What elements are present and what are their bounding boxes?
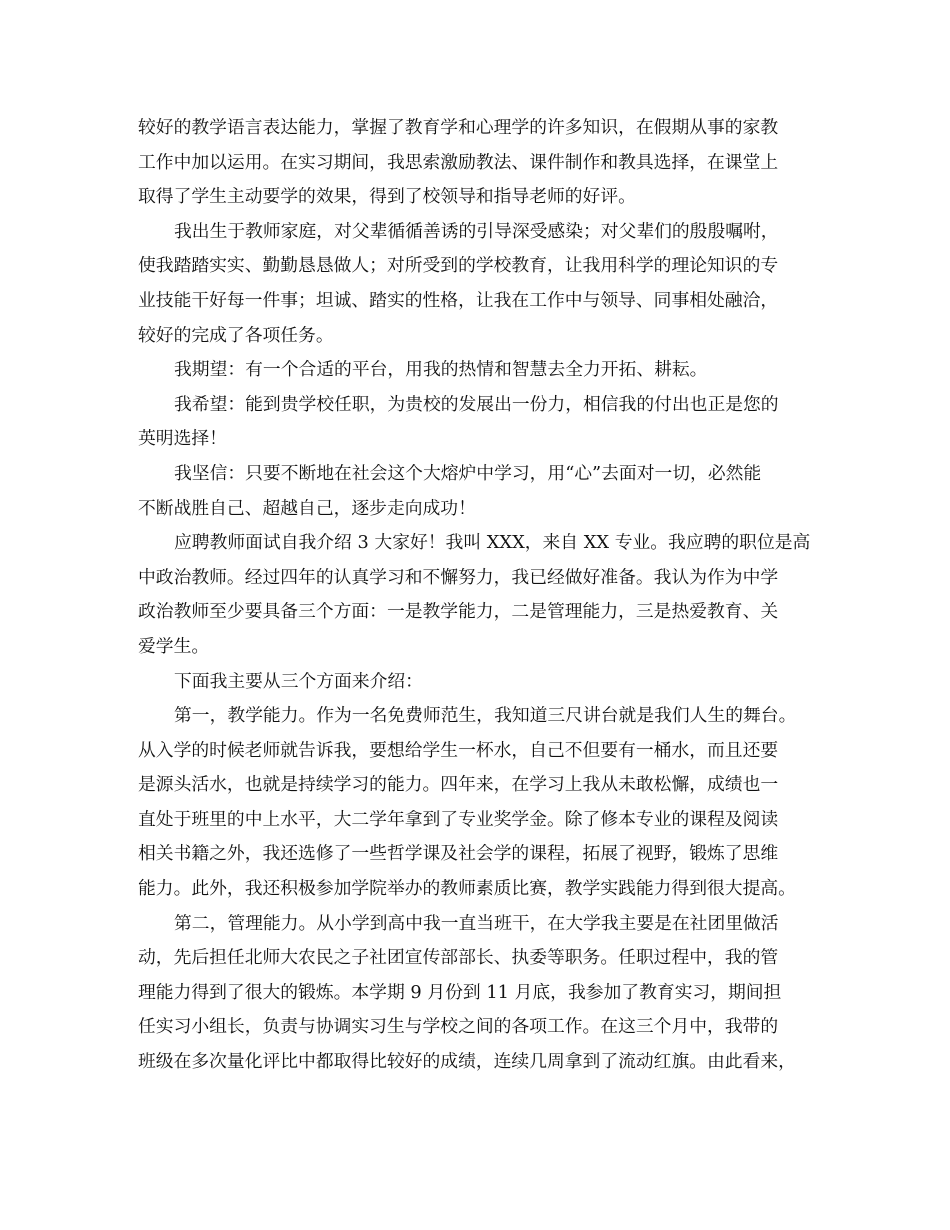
text-line: 下面我主要从三个方面来介绍： (174, 670, 423, 692)
text-line: 动，先后担任北师大农民之子社团宣传部部长、执委等职务。任职过程中，我的管 (138, 947, 779, 969)
text-line: 我期望：有一个合适的平台，用我的热情和智慧去全力开拓、耕耘。 (174, 359, 708, 381)
text-line: 任实习小组长，负责与协调实习生与学校之间的各项工作。在这三个月中，我带的 (138, 1016, 779, 1038)
text-line: 取得了学生主动要学的效果，得到了校领导和指导老师的好评。 (138, 186, 636, 208)
text-line: 直处于班里的中上水平，大二学年拿到了专业奖学金。除了修本专业的课程及阅读 (138, 808, 779, 830)
text-line: 我出生于教师家庭，对父辈循循善诱的引导深受感染；对父辈们的殷殷嘱咐， (174, 220, 779, 242)
text-line: 中政治教师。经过四年的认真学习和不懈努力，我已经做好准备。我认为作为中学 (138, 566, 779, 588)
text-line: 从入学的时候老师就告诉我，要想给学生一杯水，自己不但要有一桶水，而且还要 (138, 739, 779, 761)
text-line: 爱学生。 (138, 635, 210, 657)
text-line: 能力。此外，我还积极参加学院举办的教师素质比赛，教学实践能力得到很大提高。 (138, 878, 796, 900)
text-line: 我坚信：只要不断地在社会这个大熔炉中学习，用“心”去面对一切，必然能 (174, 462, 762, 484)
text-line: 较好的教学语言表达能力，掌握了教育学和心理学的许多知识，在假期从事的家教 (138, 117, 779, 138)
text-line: 理能力得到了很大的锻炼。本学期 9 月份到 11 月底，我参加了教育实习，期间担 (138, 981, 782, 1003)
text-line: 第二，管理能力。从小学到高中我一直当班干，在大学我主要是在社团里做活 (174, 912, 779, 934)
text-line: 业技能干好每一件事；坦诚、踏实的性格，让我在工作中与领导、同事相处融洽， (138, 289, 779, 311)
text-line: 较好的完成了各项任务。 (138, 324, 334, 346)
text-line: 相关书籍之外，我还选修了一些哲学课及社会学的课程，拓展了视野，锻炼了思维 (138, 843, 779, 865)
document-body (138, 111, 828, 1080)
text-line: 第一，教学能力。作为一名免费师范生，我知道三尺讲台就是我们人生的舞台。 (174, 705, 797, 727)
text-line: 政治教师至少要具备三个方面：一是教学能力，二是管理能力，三是热爱教育、关 (138, 601, 779, 623)
text-line: 我希望：能到贵学校任职，为贵校的发展出一份力，相信我的付出也正是您的 (174, 393, 779, 415)
text-line: 使我踏踏实实、勤勤恳恳做人；对所受到的学校教育，让我用科学的理论知识的专 (138, 255, 779, 277)
text-line: 班级在多次量化评比中都取得比较好的成绩，连续几周拿到了流动红旗。由此看来， (138, 1051, 796, 1073)
text-line: 不断战胜自己、超越自己，逐步走向成功！ (138, 497, 476, 519)
text-line: 工作中加以运用。在实习期间，我思索激励教法、课件制作和教具选择，在课堂上 (138, 151, 779, 173)
text-line: 英明选择！ (138, 428, 227, 450)
text-line: 是源头活水，也就是持续学习的能力。四年来，在学习上我从未敢松懈，成绩也一 (138, 774, 779, 796)
text-line: 应聘教师面试自我介绍 3 大家好！我叫 XXX，来自 XX 专业。我应聘的职位是高 (174, 532, 811, 554)
